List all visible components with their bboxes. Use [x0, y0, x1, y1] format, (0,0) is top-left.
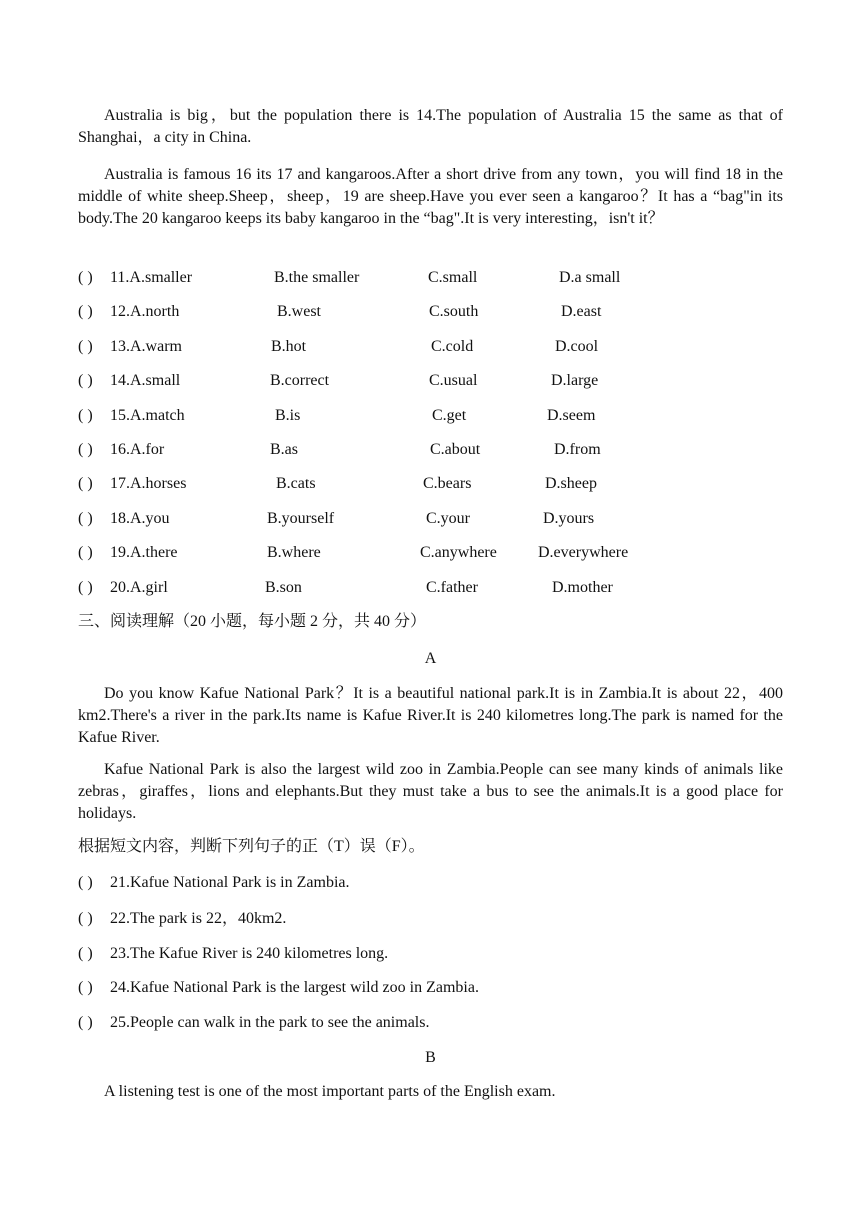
option-a: 12.A.north	[110, 303, 180, 320]
question-row	[78, 1012, 783, 1034]
option-a: 13.A.warm	[110, 338, 182, 355]
option-c: C.small	[428, 269, 478, 286]
instruction-text: 根据短文内容，判断下列句子的正（T）误（F）。	[78, 838, 425, 855]
question-row	[78, 577, 783, 599]
passage-paragraph: A listening test is one of the most important parts of the English exam.	[104, 1083, 556, 1100]
option-c: C.father	[426, 579, 478, 596]
option-d: D.mother	[552, 579, 613, 596]
question-row	[78, 336, 783, 358]
answer-blank: ( )	[78, 303, 93, 320]
question-row	[78, 267, 783, 289]
option-a: 11.A.smaller	[110, 269, 193, 286]
option-d: D.from	[554, 441, 601, 458]
option-c: C.usual	[429, 372, 478, 389]
option-b: B.hot	[271, 338, 307, 355]
option-a: 20.A.girl	[110, 579, 168, 596]
option-d: D.seem	[547, 407, 596, 424]
option-c: C.get	[432, 407, 467, 424]
answer-blank: ( )	[78, 407, 93, 424]
answer-blank: ( )	[78, 579, 93, 596]
question-row	[78, 508, 783, 530]
section-heading: 三、阅读理解（20 小题，每小题 2 分，共 40 分）	[78, 613, 427, 630]
option-a: 18.A.you	[110, 510, 170, 527]
option-b: B.as	[270, 441, 298, 458]
option-d: D.yours	[543, 510, 595, 527]
question-row	[78, 370, 783, 392]
option-b: B.correct	[270, 372, 330, 389]
answer-blank: ( )	[78, 441, 93, 458]
question-row	[78, 542, 783, 564]
question-row	[78, 439, 783, 461]
passage-paragraph: Kafue National Park is also the largest wild zoo in Zambia.People can see many kinds of animals like zebras，giraffes，lions and elephants.But they must take a bus to see the animals.It is a good place for holidays.	[78, 761, 783, 822]
option-b: B.where	[267, 544, 321, 561]
passage-paragraph: Australia is big，but the population there is 14.The population of Australia 15 the same as that of Shanghai，a city in China.	[78, 107, 783, 146]
option-b: B.is	[275, 407, 301, 424]
question-row	[78, 301, 783, 323]
question-row	[78, 473, 783, 495]
question-text: 25.People can walk in the park to see the animals.	[110, 1014, 430, 1031]
option-c: C.south	[429, 303, 479, 320]
option-b: B.west	[277, 303, 321, 320]
option-d: D.large	[551, 372, 599, 389]
passage-paragraph: Australia is famous 16 its 17 and kangaroos.After a short drive from any town，you will find 18 in the middle of white sheep.Sheep，sheep，19 are sheep.Have you ever seen a kangaroo？It has a “bag"in its body.The 20 kangaroo keeps its baby kangaroo in the “bag".It is very interesting，isn't it？	[78, 166, 783, 227]
answer-blank: ( )	[78, 945, 93, 962]
option-b: B.son	[265, 579, 302, 596]
option-c: C.your	[426, 510, 470, 527]
option-d: D.everywhere	[538, 544, 629, 561]
option-b: B.yourself	[267, 510, 335, 527]
passage-label: A	[424, 650, 437, 667]
answer-blank: ( )	[78, 475, 93, 492]
question-text: 24.Kafue National Park is the largest wild zoo in Zambia.	[110, 979, 479, 996]
option-c: C.cold	[431, 338, 474, 355]
answer-blank: ( )	[78, 979, 93, 996]
option-d: D.a small	[559, 269, 621, 286]
question-row	[78, 872, 783, 894]
option-d: D.sheep	[545, 475, 597, 492]
answer-blank: ( )	[78, 269, 93, 286]
passage-paragraph: Do you know Kafue National Park？It is a beautiful national park.It is in Zambia.It is about 22，400 km2.There's a river in the park.Its name is Kafue River.It is 240 kilometres long.The park is named for the Kafue River.	[78, 685, 784, 746]
question-text: 23.The Kafue River is 240 kilometres long.	[110, 945, 389, 962]
answer-blank: ( )	[78, 1014, 93, 1031]
option-c: C.about	[430, 441, 481, 458]
answer-blank: ( )	[78, 874, 93, 891]
answer-blank: ( )	[78, 372, 93, 389]
option-b: B.the smaller	[274, 269, 360, 286]
option-c: C.bears	[423, 475, 472, 492]
question-text: 21.Kafue National Park is in Zambia.	[110, 874, 350, 891]
answer-blank: ( )	[78, 544, 93, 561]
option-a: 17.A.horses	[110, 475, 187, 492]
option-a: 14.A.small	[110, 372, 181, 389]
question-row	[78, 405, 783, 427]
passage-label: B	[425, 1049, 436, 1066]
option-d: D.cool	[555, 338, 599, 355]
question-row	[78, 943, 783, 965]
option-d: D.east	[561, 303, 602, 320]
option-a: 19.A.there	[110, 544, 178, 561]
answer-blank: ( )	[78, 910, 93, 927]
option-b: B.cats	[276, 475, 316, 492]
option-c: C.anywhere	[420, 544, 497, 561]
answer-blank: ( )	[78, 338, 93, 355]
answer-blank: ( )	[78, 510, 93, 527]
question-row	[78, 908, 783, 930]
option-a: 16.A.for	[110, 441, 165, 458]
option-a: 15.A.match	[110, 407, 185, 424]
question-row	[78, 977, 783, 999]
question-text: 22.The park is 22，40km2.	[110, 910, 287, 927]
